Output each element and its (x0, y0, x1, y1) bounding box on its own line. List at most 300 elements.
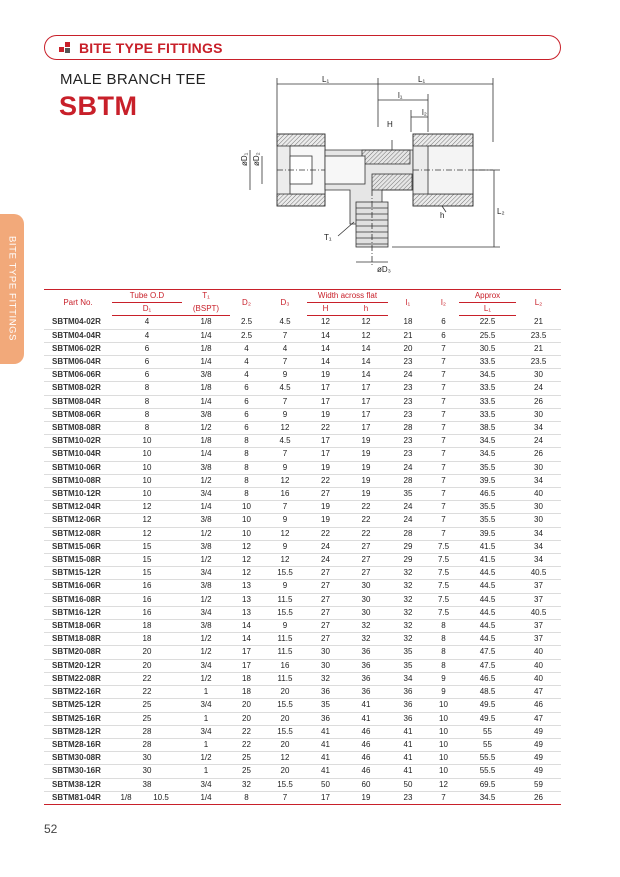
table-cell: 18 (242, 687, 251, 697)
table-cell: 35.5 (479, 462, 496, 472)
part-number-cell: SBTM20-08R (52, 647, 101, 657)
table-cell: 8 (244, 449, 249, 459)
table-cell: 1/8 (200, 436, 212, 446)
table-cell: 4 (282, 343, 288, 353)
table-row (44, 580, 561, 593)
table-cell: 17 (321, 383, 330, 393)
table-cell: 27 (321, 634, 330, 644)
table-cell: 3/4 (200, 607, 212, 617)
table-cell: 9 (282, 515, 288, 525)
table-cell: 34 (534, 528, 543, 538)
spec-table (44, 289, 561, 805)
table-cell: 48.5 (479, 687, 496, 697)
table-cell: 8 (441, 647, 446, 657)
table-cell: 33.5 (479, 396, 496, 406)
table-cell: 14 (361, 370, 371, 380)
table-cell: 40 (534, 673, 543, 683)
table-cell: 12 (321, 317, 330, 327)
header-tube-od-sub: D₁ (112, 303, 182, 316)
table-cell: 6 (244, 409, 249, 419)
table-row (44, 765, 561, 778)
table-cell: 24 (534, 383, 543, 393)
table-cell: 20 (280, 687, 290, 697)
table-cell: 44.5 (479, 621, 496, 631)
table-cell: 9 (282, 541, 288, 551)
table-cell: 3/4 (200, 568, 212, 578)
table-cell: 12 (242, 541, 251, 551)
table-cell: 47 (534, 687, 543, 697)
table-cell: 14 (361, 343, 371, 353)
table-cell: 7.5 (437, 541, 450, 551)
table-cell: 17 (242, 660, 251, 670)
table-row (44, 342, 561, 355)
table-cell: 7 (441, 489, 446, 499)
table-cell: 26 (534, 449, 543, 459)
table-cell: 33.5 (479, 409, 496, 419)
table-cell: 41 (403, 726, 413, 736)
table-cell: 12 (280, 475, 290, 485)
table-cell: 20 (142, 660, 152, 670)
table-cell: 41 (361, 713, 371, 723)
table-cell: 27 (321, 621, 330, 631)
table-cell: 17 (361, 383, 371, 393)
table-cell: 1/2 (200, 528, 212, 538)
table-cell: 3/4 (200, 489, 212, 499)
table-cell: 1/8 (200, 383, 212, 393)
table-cell: 37 (534, 594, 543, 604)
label-H: H (387, 120, 393, 129)
table-cell: 18 (142, 634, 152, 644)
table-cell: 44.5 (479, 568, 496, 578)
table-row (44, 422, 561, 435)
table-cell: 41 (321, 753, 330, 763)
table-cell: 22 (321, 423, 330, 433)
table-cell: 1 (203, 739, 209, 749)
table-cell: 10.5 (153, 792, 169, 802)
table-cell: 28 (403, 423, 413, 433)
section-title: BITE TYPE FITTINGS (79, 39, 223, 56)
table-cell: 30 (534, 370, 543, 380)
table-row (44, 752, 561, 765)
table-cell: 30 (142, 766, 152, 776)
table-cell: 3/4 (200, 660, 212, 670)
part-number-cell: SBTM38-12R (52, 779, 101, 789)
table-cell: 10 (142, 449, 152, 459)
table-cell: 50 (321, 779, 330, 789)
table-cell: 17 (321, 396, 330, 406)
part-number-cell: SBTM08-06R (52, 409, 101, 419)
table-cell: 15.5 (277, 779, 293, 789)
table-cell: 4.5 (279, 317, 291, 327)
table-cell: 30.5 (479, 343, 496, 353)
table-cell: 22 (242, 739, 251, 749)
table-cell: 12 (142, 515, 152, 525)
part-number-cell: SBTM08-04R (52, 396, 101, 406)
table-cell: 9 (441, 687, 446, 697)
table-cell: 12 (439, 779, 448, 789)
table-cell: 11.5 (277, 634, 293, 644)
label-l2: l₂ (422, 108, 427, 117)
table-cell: 3/8 (200, 462, 212, 472)
header-l2: l₂ (441, 297, 446, 307)
table-cell: 28 (403, 475, 413, 485)
table-cell: 39.5 (479, 528, 496, 538)
table-cell: 1/8 (200, 343, 212, 353)
table-cell: 41 (321, 766, 330, 776)
table-cell: 55 (483, 726, 492, 736)
table-row (44, 606, 561, 619)
table-cell: 7 (441, 528, 446, 538)
table-cell: 30 (361, 607, 371, 617)
table-row (44, 778, 561, 791)
table-cell: 41.5 (479, 541, 496, 551)
part-number-cell: SBTM16-12R (52, 607, 101, 617)
table-cell: 13 (242, 594, 251, 604)
table-cell: 34.5 (479, 370, 496, 380)
table-cell: 49 (534, 726, 543, 736)
table-cell: 19 (361, 449, 371, 459)
table-cell: 24 (403, 462, 413, 472)
table-cell: 7.5 (437, 594, 450, 604)
table-cell: 10 (142, 436, 152, 446)
table-row (44, 488, 561, 501)
table-cell: 32 (242, 779, 251, 789)
table-cell: 7 (441, 475, 446, 485)
table-cell: 34.5 (479, 436, 496, 446)
table-cell: 30 (142, 753, 152, 763)
table-cell: 8 (244, 489, 249, 499)
label-l1: l₁ (398, 91, 403, 100)
table-cell: 35 (403, 489, 413, 499)
table-cell: 17 (361, 423, 371, 433)
header-l1: l₁ (405, 297, 411, 307)
part-number-cell: SBTM25-16R (52, 713, 101, 723)
table-cell: 3/8 (200, 370, 212, 380)
table-cell: 16 (142, 607, 152, 617)
table-cell: 32 (403, 621, 413, 631)
label-L1-right: L₁ (418, 75, 426, 84)
table-cell: 8 (144, 383, 150, 393)
table-cell: 32 (403, 568, 413, 578)
part-number-cell: SBTM28-12R (52, 726, 101, 736)
table-cell: 30 (534, 515, 543, 525)
table-cell: 44.5 (479, 581, 496, 591)
table-cell: 46 (361, 739, 371, 749)
table-cell: 9 (282, 581, 288, 591)
label-L2: L₂ (497, 207, 505, 216)
part-number-cell: SBTM06-06R (52, 370, 101, 380)
table-row (44, 329, 561, 342)
table-cell: 15.5 (277, 568, 293, 578)
table-cell: 19 (361, 489, 371, 499)
table-cell: 44.5 (479, 594, 496, 604)
table-cell: 15.5 (277, 607, 293, 617)
side-tab-label: BITE TYPE FITTINGS (6, 236, 18, 342)
table-cell: 8 (441, 621, 446, 631)
table-cell: 1/2 (200, 634, 212, 644)
table-cell: 36 (403, 687, 413, 697)
table-cell: 16 (142, 581, 152, 591)
table-cell: 46 (361, 726, 371, 736)
table-cell: 20 (280, 713, 290, 723)
table-cell: 34 (534, 423, 543, 433)
table-cell: 1/2 (200, 475, 212, 485)
table-cell: 1/2 (200, 673, 212, 683)
table-cell: 3/8 (200, 581, 212, 591)
header-width-h: h (344, 303, 388, 316)
table-cell: 14 (242, 621, 251, 631)
table-cell: 14 (321, 357, 330, 367)
table-cell: 15 (142, 568, 152, 578)
table-cell: 3/8 (200, 621, 212, 631)
table-cell: 19 (321, 502, 330, 512)
table-row (44, 791, 561, 804)
table-cell: 7 (282, 357, 288, 367)
table-cell: 40 (534, 647, 543, 657)
table-cell: 17 (321, 792, 330, 802)
table-cell: 22 (321, 475, 330, 485)
table-cell: 22 (142, 687, 152, 697)
table-cell: 15.5 (277, 726, 293, 736)
table-cell: 19 (361, 436, 371, 446)
table-cell: 1/4 (200, 330, 212, 340)
table-cell: 49.5 (479, 713, 496, 723)
part-number-cell: SBTM10-06R (52, 462, 101, 472)
table-cell: 21 (403, 330, 413, 340)
table-cell: 34 (534, 541, 543, 551)
header-t1-sub: (BSPT) (182, 303, 230, 316)
part-number-cell: SBTM08-02R (52, 383, 101, 393)
table-cell: 9 (282, 621, 288, 631)
table-row (44, 527, 561, 540)
table-row (44, 620, 561, 633)
table-cell: 7 (441, 423, 446, 433)
table-cell: 35 (403, 647, 413, 657)
table-cell: 7 (441, 370, 446, 380)
table-cell: 46.5 (479, 673, 496, 683)
table-cell: 7.5 (437, 555, 450, 565)
side-tab[interactable] (0, 214, 24, 364)
table-cell: 23.5 (530, 330, 547, 340)
table-cell: 8 (244, 462, 249, 472)
part-number-cell: SBTM15-06R (52, 541, 101, 551)
table-cell: 10 (242, 515, 251, 525)
table-cell: 20 (242, 713, 251, 723)
table-cell: 1/2 (200, 423, 212, 433)
table-cell: 33.5 (479, 357, 496, 367)
table-cell: 12 (280, 423, 290, 433)
table-cell: 24 (403, 370, 413, 380)
table-cell: 30 (361, 594, 371, 604)
part-number-cell: SBTM15-08R (52, 555, 101, 565)
table-cell: 27 (321, 594, 330, 604)
table-cell: 29 (403, 555, 413, 565)
part-number-cell: SBTM20-12R (52, 660, 101, 670)
table-cell: 32 (403, 607, 413, 617)
header-width-flat: Width across flat (307, 290, 388, 303)
header-approx-sub: L₁ (459, 303, 516, 316)
table-cell: 41 (403, 739, 413, 749)
table-row (44, 646, 561, 659)
table-cell: 41 (361, 700, 371, 710)
table-cell: 13 (242, 607, 251, 617)
part-number-cell: SBTM10-02R (52, 436, 101, 446)
table-cell: 17 (242, 647, 251, 657)
table-cell: 7 (441, 449, 446, 459)
table-row (44, 448, 561, 461)
table-cell: 18 (142, 621, 152, 631)
part-number-cell: SBTM10-08R (52, 475, 101, 485)
table-cell: 49 (534, 766, 543, 776)
table-cell: 12 (280, 528, 290, 538)
table-cell: 6 (144, 370, 150, 380)
table-row (44, 356, 561, 369)
table-cell: 2.5 (240, 317, 253, 327)
table-cell: 10 (142, 489, 152, 499)
table-cell: 4 (244, 357, 249, 367)
table-cell: 27 (321, 607, 330, 617)
table-cell: 28 (403, 528, 413, 538)
table-cell: 40 (534, 660, 543, 670)
part-number-cell: SBTM22-08R (52, 673, 101, 683)
part-number-cell: SBTM16-08R (52, 594, 101, 604)
table-cell: 27 (361, 568, 371, 578)
part-number-cell: SBTM18-06R (52, 621, 101, 631)
table-cell: 34.5 (479, 792, 496, 802)
table-cell: 15 (142, 541, 152, 551)
table-cell: 4 (244, 343, 249, 353)
table-cell: 44.5 (479, 634, 496, 644)
table-cell: 36 (361, 687, 371, 697)
page-number: 52 (44, 822, 58, 836)
table-cell: 17 (361, 396, 371, 406)
table-cell: 1/4 (200, 502, 212, 512)
table-cell: 27 (321, 568, 330, 578)
table-cell: 32 (403, 634, 413, 644)
table-cell: 10 (439, 739, 448, 749)
table-cell: 36 (321, 687, 330, 697)
table-cell: 37 (534, 634, 543, 644)
table-cell: 35.5 (479, 515, 496, 525)
table-cell: 34 (534, 475, 543, 485)
table-cell: 7 (441, 436, 446, 446)
table-cell: 34 (534, 555, 543, 565)
table-cell: 7 (282, 792, 288, 802)
table-cell: 34 (403, 673, 413, 683)
table-row (44, 554, 561, 567)
table-cell: 12 (242, 555, 251, 565)
table-cell: 10 (242, 528, 251, 538)
table-cell: 22 (361, 502, 371, 512)
table-cell: 8 (144, 423, 150, 433)
table-cell: 17 (361, 409, 371, 419)
table-cell: 9 (441, 673, 446, 683)
table-cell: 10 (439, 766, 448, 776)
table-cell: 41 (403, 753, 413, 763)
table-row (44, 593, 561, 606)
table-cell: 24 (403, 515, 413, 525)
table-cell: 3/4 (200, 779, 212, 789)
table-cell: 39.5 (479, 475, 496, 485)
table-cell: 19 (321, 409, 330, 419)
table-cell: 7 (441, 515, 446, 525)
table-cell: 9 (282, 462, 288, 472)
table-cell: 55.5 (479, 766, 496, 776)
table-cell: 7.5 (437, 581, 450, 591)
table-cell: 14 (242, 634, 251, 644)
table-cell: 7 (282, 502, 288, 512)
table-cell: 6 (244, 423, 249, 433)
table-cell: 12 (142, 528, 152, 538)
table-cell: 1/2 (200, 594, 212, 604)
table-cell: 10 (439, 700, 448, 710)
table-cell: 2.5 (240, 330, 253, 340)
table-cell: 50 (403, 779, 413, 789)
table-cell: 35.5 (479, 502, 496, 512)
table-cell: 3/4 (200, 700, 212, 710)
table-cell: 18 (242, 673, 251, 683)
table-cell: 9 (282, 409, 288, 419)
table-cell: 16 (142, 594, 152, 604)
table-cell: 8 (244, 475, 249, 485)
table-cell: 1/2 (200, 753, 212, 763)
table-cell: 12 (242, 568, 251, 578)
table-cell: 17 (321, 436, 330, 446)
table-cell: 47 (534, 713, 543, 723)
table-cell: 46 (534, 700, 543, 710)
table-cell: 7.5 (437, 568, 450, 578)
table-cell: 41 (321, 739, 330, 749)
table-cell: 49 (534, 739, 543, 749)
table-cell: 21 (534, 317, 543, 327)
table-row (44, 395, 561, 408)
part-number-cell: SBTM12-08R (52, 528, 101, 538)
table-cell: 13 (242, 581, 251, 591)
table-cell: 1 (203, 687, 209, 697)
table-cell: 23 (403, 383, 413, 393)
table-cell: 19 (361, 462, 371, 472)
table-cell: 36 (361, 673, 371, 683)
table-cell: 27 (321, 581, 330, 591)
table-cell: 16 (280, 489, 290, 499)
table-cell: 25 (142, 713, 152, 723)
table-cell: 3/4 (200, 726, 212, 736)
table-row (44, 633, 561, 646)
table-cell: 23 (403, 409, 413, 419)
table-cell: 35 (321, 700, 330, 710)
table-cell: 10 (242, 502, 251, 512)
table-row (44, 540, 561, 553)
technical-drawing (232, 72, 512, 277)
table-cell: 23 (403, 357, 413, 367)
table-cell: 1/8 (200, 317, 212, 327)
table-cell: 29 (403, 541, 413, 551)
table-cell: 3/8 (200, 541, 212, 551)
product-name: MALE BRANCH TEE (60, 71, 206, 88)
table-cell: 7 (282, 330, 288, 340)
table-cell: 1/4 (200, 792, 212, 802)
table-row (44, 382, 561, 395)
table-cell: 3/8 (200, 409, 212, 419)
table-cell: 1 (203, 713, 209, 723)
table-cell: 46.5 (479, 489, 496, 499)
table-cell: 36 (403, 700, 413, 710)
header-t1: T₁ (202, 291, 210, 301)
table-row (44, 501, 561, 514)
label-h: h (440, 211, 445, 220)
product-code: SBTM (59, 91, 138, 121)
table-cell: 24 (534, 436, 543, 446)
